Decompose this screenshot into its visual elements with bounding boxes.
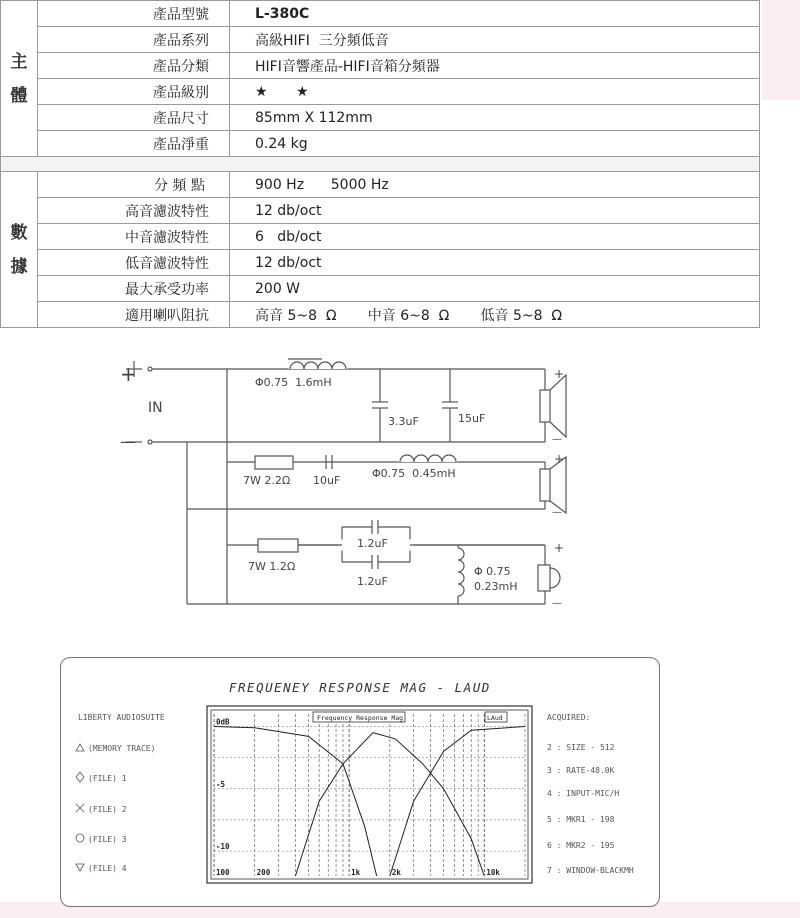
- r1-label: 7W 2.2Ω: [243, 474, 291, 487]
- l3-label: Φ 0.75: [474, 565, 511, 578]
- acquired-item: 7 : WINDOW-BLACKMH: [547, 866, 634, 875]
- spec-value: 0.24 kg: [230, 131, 760, 157]
- spec-row: [1, 53, 760, 79]
- acquired-item: 4 : INPUT-MIC/H: [547, 789, 620, 798]
- acquired-item: 3 : RATE-48.0K: [547, 766, 615, 775]
- spec-label: 中音濾波特性: [38, 224, 230, 250]
- spec-row: [1, 131, 760, 157]
- cross-icon: [76, 804, 84, 812]
- c5-label: 1.2uF: [357, 575, 388, 588]
- group-label-main: 主體: [1, 1, 38, 157]
- mid-minus: —: [552, 507, 562, 518]
- measurement-title: FREQUENEY RESPONSE MAG - LAUD: [229, 680, 491, 695]
- spec-row: [1, 79, 760, 105]
- decor-band-right: [762, 0, 800, 100]
- spec-row: [1, 1, 760, 27]
- r2-label: 7W 1.2Ω: [248, 560, 296, 573]
- spec-row: [1, 198, 760, 224]
- spec-row: [1, 250, 760, 276]
- spec-value: 85mm X 112mm: [230, 105, 760, 131]
- spec-value: 12 db/oct: [230, 198, 760, 224]
- c2-label: 15uF: [458, 412, 486, 425]
- spec-label: 產品淨重: [38, 131, 230, 157]
- group-label-data: 數據: [1, 172, 38, 328]
- x-tick-label: 200: [256, 868, 271, 877]
- tweeter-minus: —: [552, 598, 562, 609]
- spec-row: [1, 27, 760, 53]
- spec-value: 高級HIFI 三分頻低音: [230, 27, 760, 53]
- y-tick-label: -10: [216, 842, 230, 852]
- l2-label: Φ0.75 0.45mH: [372, 467, 456, 480]
- file-item: (FILE) 3: [88, 835, 127, 844]
- spec-value: 200 W: [230, 276, 760, 302]
- l3-value: 0.23mH: [474, 580, 518, 593]
- spec-row: [1, 224, 760, 250]
- spec-row: [1, 105, 760, 131]
- crossover-schematic: [0, 340, 800, 620]
- tweeter-plus: +: [554, 541, 565, 555]
- spec-row: [1, 302, 760, 328]
- plot-frame: [207, 706, 532, 883]
- spec-value: HIFI音響產品-HIFI音箱分頻器: [230, 53, 760, 79]
- acquired-item: 5 : MKR1 - 198: [547, 815, 615, 824]
- spec-value: 12 db/oct: [230, 250, 760, 276]
- mid-plus: +: [554, 452, 565, 466]
- x-tick-label: 2k: [391, 868, 401, 877]
- x-tick-label: 100: [216, 868, 230, 877]
- c3-label: 10uF: [313, 474, 341, 487]
- spec-row: [1, 172, 760, 198]
- rating-stars: ★ ★: [230, 79, 760, 105]
- acquired-heading: ACQUIRED:: [547, 713, 591, 722]
- measurement-panel: [60, 657, 660, 907]
- triangle-icon: [76, 744, 84, 751]
- acquired-item: 2 : SIZE - 512: [547, 743, 615, 752]
- spec-label: 分 頻 點: [38, 172, 230, 198]
- woofer-plus: +: [554, 367, 565, 381]
- acquired-item: 6 : MKR2 - 195: [547, 841, 615, 850]
- x-tick-label: 1k: [351, 868, 361, 877]
- measurement-svg: [61, 658, 659, 906]
- plot-badge: LAud: [487, 714, 503, 722]
- down-triangle-icon: [76, 864, 84, 871]
- minus-terminal: —: [120, 432, 136, 451]
- woofer-minus: —: [552, 434, 562, 445]
- spec-value: 6 db/oct: [230, 224, 760, 250]
- spec-label: 產品分類: [38, 53, 230, 79]
- spec-label: 高音濾波特性: [38, 198, 230, 224]
- x-tick-label: 10k: [486, 868, 500, 877]
- spec-value: 900 Hz 5000 Hz: [230, 172, 760, 198]
- file-item: (MEMORY TRACE): [88, 744, 156, 753]
- y-tick-label: 0dB: [216, 717, 230, 727]
- spec-label: 最大承受功率: [38, 276, 230, 302]
- input-label: IN: [148, 400, 163, 416]
- file-item: (FILE) 2: [88, 805, 127, 814]
- spec-label: 產品系列: [38, 27, 230, 53]
- brand-label: LIBERTY AUDIOSUITE: [78, 713, 165, 722]
- c1-label: 3.3uF: [388, 415, 419, 428]
- spec-table: [0, 0, 760, 328]
- spec-label: 產品級別: [38, 79, 230, 105]
- l1-label: Φ0.75 1.6mH: [255, 376, 332, 389]
- diamond-icon: [76, 772, 84, 782]
- file-item: (FILE) 4: [88, 864, 127, 873]
- plot-inner-title: Frequency Response Mag: [317, 714, 404, 722]
- spec-label: 產品尺寸: [38, 105, 230, 131]
- spec-separator: [1, 157, 760, 172]
- spec-label: 低音濾波特性: [38, 250, 230, 276]
- circle-icon: [76, 834, 84, 842]
- spec-value-model: L-380C: [230, 1, 760, 27]
- file-item: (FILE) 1: [88, 774, 127, 783]
- spec-row: [1, 276, 760, 302]
- spec-label: 產品型號: [38, 1, 230, 27]
- plus-terminal: +: [120, 362, 137, 386]
- spec-label: 適用喇叭阻抗: [38, 302, 230, 328]
- y-tick-label: -5: [216, 779, 226, 789]
- c4-label: 1.2uF: [357, 537, 388, 550]
- spec-value: 高音 5~8 Ω 中音 6~8 Ω 低音 5~8 Ω: [230, 302, 760, 328]
